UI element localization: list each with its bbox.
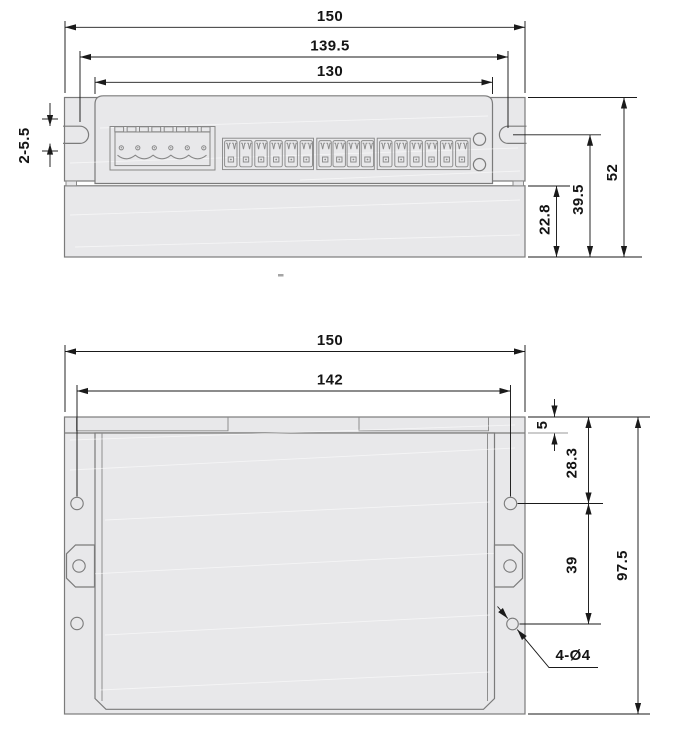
dim-text-slot-callout: 2-5.5	[16, 127, 33, 164]
dim-text-panel-width: 130	[316, 63, 344, 80]
stray-mark	[278, 274, 284, 277]
dim-text-overall-height-bottom: 97.5	[614, 550, 631, 581]
dim-text-overall-width-top: 150	[316, 8, 344, 25]
dim-text-hole-distance: 142	[316, 371, 344, 389]
dim-text-overall-height-top: 52	[604, 163, 621, 182]
dim-text-hole-callout: 4-Ø4	[555, 647, 591, 664]
enclosure-body	[95, 433, 495, 709]
foot-tab-left	[66, 181, 77, 186]
mounting-tab-left	[67, 545, 95, 587]
dim-text-overall-width-bottom: 150	[316, 332, 344, 349]
dim-text-slot-distance: 139.5	[310, 37, 350, 55]
foot-tab-right	[513, 181, 524, 186]
mounting-tab-right	[495, 545, 523, 587]
top-view	[16, 8, 642, 257]
heatsink-body	[65, 186, 526, 257]
dim-text-slot-axis-height: 39.5	[570, 184, 587, 215]
dim-text-hole-top-offset: 28.3	[563, 447, 581, 479]
dim-text-flange-strip: 5	[534, 420, 551, 430]
dim-text-hole-pitch: 39	[563, 556, 581, 574]
dim-text-body-depth: 22.8	[536, 204, 554, 235]
bottom-view	[65, 332, 651, 714]
